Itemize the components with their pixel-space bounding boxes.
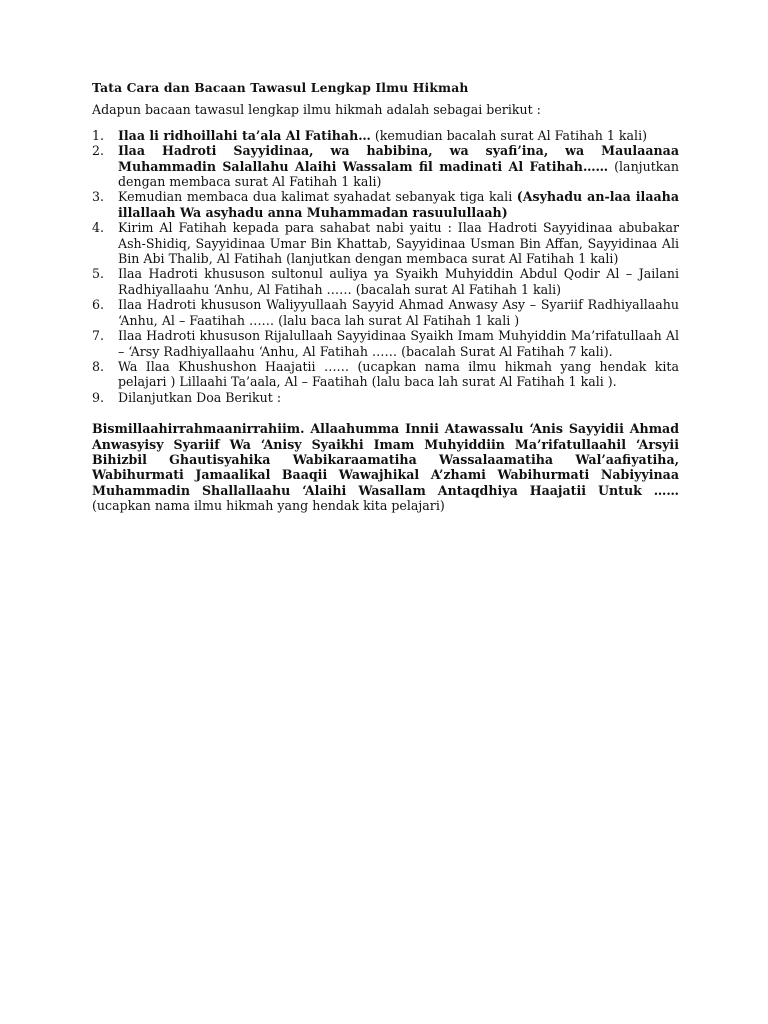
- list-item-text: (kemudian bacalah surat Al Fatihah 1 kali): [370, 127, 648, 143]
- list-item: [92, 220, 679, 266]
- list-item: [92, 128, 679, 143]
- list-item: [92, 297, 679, 328]
- list-item-text: Kemudian membaca dua kalimat syahadat sebanyak tiga kali: [118, 189, 517, 205]
- list-item-number: 6.: [92, 297, 105, 313]
- list-item-number: 4.: [92, 220, 105, 236]
- list-item-bold-text: (Asyhadu an-laa ilaaha illallaah Wa asyhadu anna Muhammadan rasuulullaah): [118, 189, 679, 220]
- tawasul-steps-list: [92, 128, 679, 405]
- doa-bold-text: Bismillaahirrahmaanirrahiim. Allaahumma Innii Atawassalu ‘Anis Sayyidii Ahmad Anwasyisy Syariif Wa ‘Anisy Syaikhi Imam Muhyiddiin Ma’rifatullaahil ‘Arsyii Bihizbil Ghautisyahika Wabikaraamatiha Wassalaamatiha Wal’aafiyatiha, Wabihurmati Jamaalikal Baaqii Wawajhikal A’zhami Wabihurmati Nabiyyinaa Muhammadin Shallallaahu ‘Alaihi Wasallam Antaqdhiya Haajatii Untuk ……: [92, 421, 679, 498]
- list-item-text: Ilaa Hadroti khususon sultonul auliya ya Syaikh Muhyiddin Abdul Qodir Al – Jailani Radhiyallaahu ‘Anhu, Al Fatihah …… (bacalah surat Al Fatihah 1 kali): [118, 266, 679, 297]
- list-item-text: (lanjutkan dengan membaca surat Al Fatihah 1 kali): [118, 158, 680, 190]
- list-item: [92, 189, 679, 220]
- list-item-number: 8.: [92, 358, 105, 374]
- list-item: [92, 328, 679, 359]
- list-item-bold-text: Ilaa Hadroti Sayyidinaa, wa habibina, wa syafi’ina, wa Maulaanaa Muhammadin Salallahu Alaihi Wassalam fil madinati Al Fatihah……: [118, 143, 679, 174]
- doa-paragraph: [92, 421, 679, 513]
- list-item-number: 1.: [92, 127, 105, 143]
- list-item-number: 3.: [92, 189, 105, 205]
- doa-note-text: (ucapkan nama ilmu hikmah yang hendak kita pelajari): [92, 498, 445, 514]
- list-item-number: 7.: [92, 328, 105, 344]
- list-item-number: 5.: [92, 266, 105, 282]
- list-item-text: Dilanjutkan Doa Berikut :: [118, 389, 282, 405]
- list-item-text: Ilaa Hadroti khususon Waliyyullaah Sayyid Ahmad Anwasy Asy – Syariif Radhiyallaahu ‘Anhu, Al – Faatihah …… (lalu baca lah surat Al Fatihah 1 kali ): [118, 297, 679, 328]
- list-item-text: Kirim Al Fatihah kepada para sahabat nabi yaitu : Ilaa Hadroti Sayyidinaa abubakar Ash-Shidiq, Sayyidinaa Umar Bin Khattab, Sayyidinaa Usman Bin Affan, Sayyidinaa Ali Bin Abi Thalib, Al Fatihah (lanjutkan dengan membaca surat Al Fatihah 1 kali): [118, 220, 679, 267]
- list-item-text: Ilaa Hadroti khususon Rijalullaah Sayyidinaa Syaikh Imam Muhyiddin Ma’rifatullaah Al – ‘Arsy Radhiyallaahu ‘Anhu, Al Fatihah …… (bacalah Surat Al Fatihah 7 kali).: [118, 328, 679, 359]
- page-title: Tata Cara dan Bacaan Tawasul Lengkap Ilmu Hikmah: [92, 80, 469, 95]
- intro-paragraph: Adapun bacaan tawasul lengkap ilmu hikmah adalah sebagai berikut :: [92, 102, 541, 118]
- list-item-number: 2.: [92, 143, 105, 159]
- list-item-bold-text: Ilaa li ridhoillahi ta’ala Al Fatihah…: [118, 127, 371, 143]
- list-item: [92, 143, 679, 189]
- list-item: [92, 266, 679, 297]
- list-item: [92, 359, 679, 390]
- list-item: [92, 390, 679, 405]
- list-item-number: 9.: [92, 389, 105, 405]
- list-item-text: Wa Ilaa Khushushon Haajatii …… (ucapkan nama ilmu hikmah yang hendak kita pelajari ) Lillaahi Ta’aala, Al – Faatihah (lalu baca lah surat Al Fatihah 1 kali ).: [118, 358, 679, 390]
- document-page: [92, 80, 679, 514]
